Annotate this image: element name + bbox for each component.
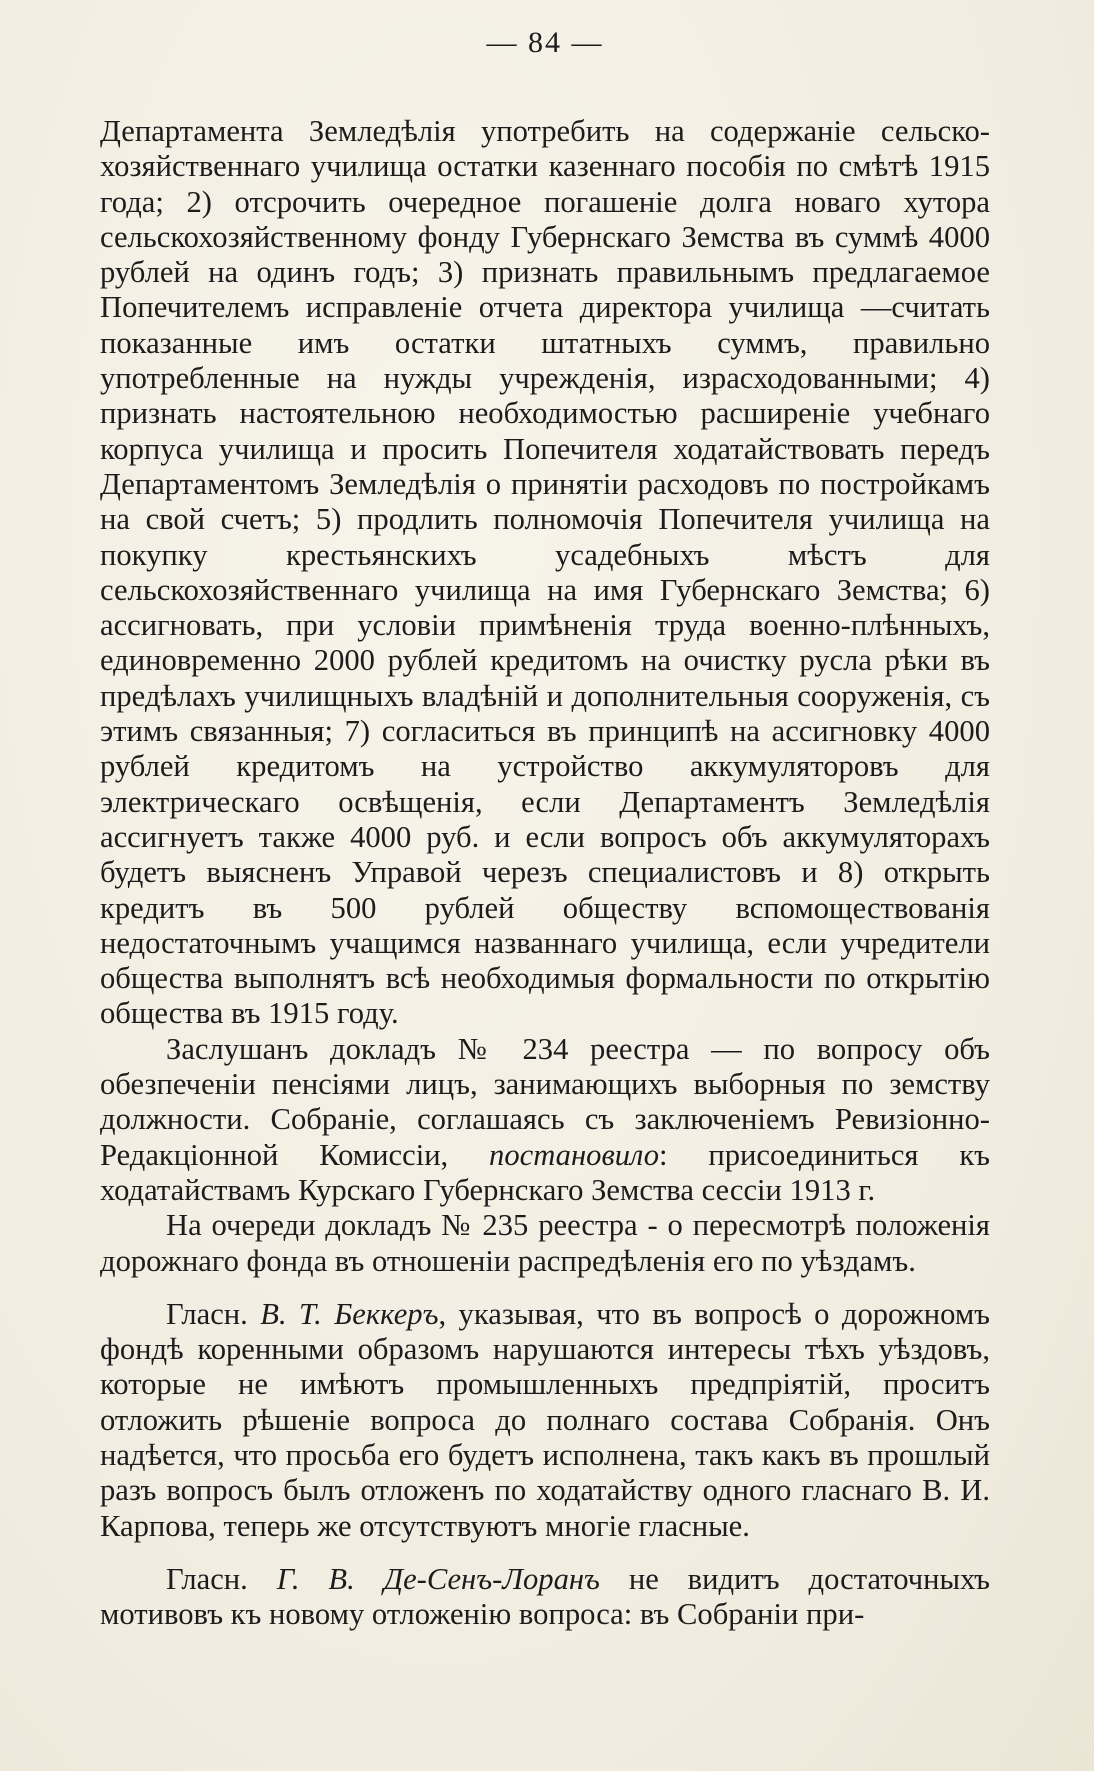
paragraph-resolution-items	[100, 114, 990, 1032]
paragraph-text: Гласн.	[166, 1561, 277, 1596]
paragraph-speaker-de-sen-loran	[100, 1562, 990, 1633]
speaker-name: В. Т. Беккеръ	[260, 1296, 439, 1331]
paragraph-speaker-bekker	[100, 1297, 990, 1544]
paragraph-report-234	[100, 1032, 990, 1208]
page-number: — 84 —	[486, 26, 604, 59]
speaker-name: Г. В. Де-Сенъ-Лоранъ	[276, 1561, 600, 1596]
paragraph-text: не видитъ достаточныхъ мотивовъ къ новому отложенію вопроса: въ Собраніи при-	[100, 1561, 990, 1632]
paragraph-report-235	[100, 1208, 990, 1279]
paragraph-text: , указывая, что въ вопросѣ о дорожномъ фондѣ коренными образомъ нарушаются интересы тѣхъ уѣздовъ, которые не имѣютъ промышленныхъ предпріятій, проситъ отложить рѣшеніе вопроса до полнаго состава Собранія. Онъ надѣется, что просьба его будетъ исполнена, такъ какъ въ прошлый разъ вопросъ былъ отложенъ по ходатайству одного гласнаго В. И. Карпова, теперь же отсутствуютъ многіе гласные.	[100, 1296, 990, 1543]
body-text	[100, 114, 990, 1632]
italic-term: постановило	[489, 1137, 660, 1172]
paragraph-text: На очереди докладъ № 235 реестра - о пересмотрѣ положенія дорожнаго фонда въ отношеніи распредѣленія его по уѣздамъ.	[100, 1208, 990, 1278]
paragraph-text: Гласн.	[166, 1296, 261, 1331]
paragraph-text: Департамента Земледѣлія употребить на содержаніе сельско-хозяйственнаго училища остатки казеннаго пособія по смѣтѣ 1915 года; 2) отсрочить очередное погашеніе долга новаго хутора сельскохозяйственному фонду Губернскаго Земства въ суммѣ 4000 рублей на одинъ годъ; 3) признать правильнымъ предлагаемое Попечителемъ исправленіе отчета директора училища —считать показанные имъ остатки штатныхъ суммъ, правильно употребленные на нужды учрежденія, израсходованными; 4) признать настоятельною необходимостью расширеніе учебнаго корпуса училища и просить Попечителя ходатайствовать передъ Департаментомъ Земледѣлія о принятіи расходовъ по постройкамъ на свой счетъ; 5) продлить полномочія Попечителя училища на покупку крестьянскихъ усадебныхъ мѣстъ для сельскохозяйственнаго училища на имя Губернскаго Земства; 6) ассигновать, при условіи примѣненія труда военно-плѣнныхъ, единовременно 2000 рублей кредитомъ на очистку русла рѣки въ предѣлахъ училищныхъ владѣній и дополнительныя сооруженія, съ этимъ связанныя; 7) согласиться въ принципѣ на ассигновку 4000 рублей кредитомъ на устройство аккумуляторовъ для электрическаго освѣщенія, если Департаментъ Земледѣлія ассигнуетъ также 4000 руб. и если вопросъ объ аккумуляторахъ будетъ выясненъ Управой черезъ специалистовъ и 8) открыть кредитъ въ 500 рублей обществу вспомоществованія недостаточнымъ учащимся названнаго училища, если учредители общества выполнятъ всѣ необходимыя формальности по открытію общества въ 1915 году.	[100, 114, 990, 1031]
paragraph-text: : присоединиться къ ходатайствамъ Курскаго Губернскаго Земства сессіи 1913 г.	[100, 1137, 991, 1207]
paragraph-text: Заслушанъ докладъ № 234 реестра — по вопросу объ обезпеченіи пенсіями лицъ, занимающихъ выборныя по земству должности. Собраніе, соглашаясь съ заключеніемъ Ревизіонно-Редакціонной Комиссіи,	[100, 1031, 990, 1172]
